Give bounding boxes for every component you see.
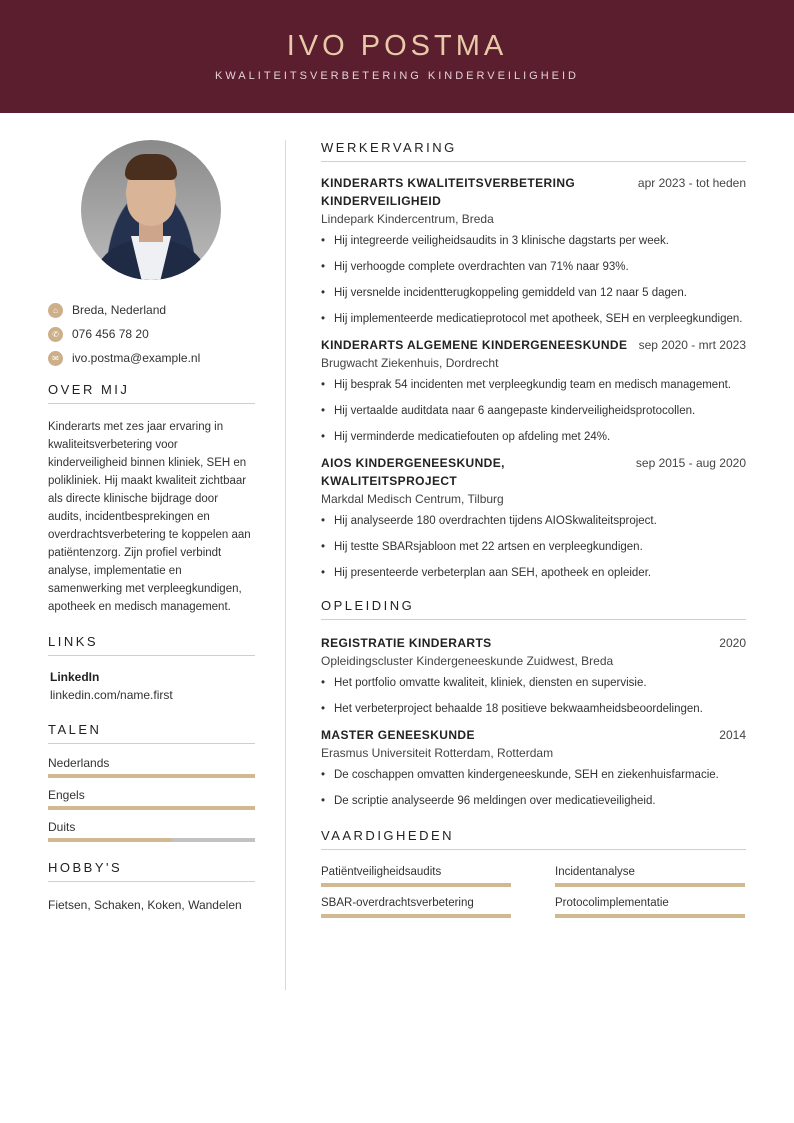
email-text: ivo.postma@example.nl	[72, 351, 201, 365]
education-org: Erasmus Universiteit Rotterdam, Rotterdam	[321, 746, 554, 760]
education-section	[321, 598, 746, 810]
bullet-item: • Hij testte SBARsjabloon met 22 artsen en verpleegkundigen.	[321, 538, 746, 556]
phone-icon: ✆	[48, 327, 63, 342]
bullet-item: • De coschappen omvatten kindergeneeskunde, SEH en ziekenhuisfarmacie.	[321, 766, 746, 784]
job-bullets	[321, 232, 746, 328]
education-date: 2014	[719, 728, 746, 742]
job-bullets	[321, 512, 746, 582]
person-title: KWALITEITSVERBETERING KINDERVEILIGHEID	[215, 70, 579, 82]
bullet-item: • Hij verminderde medicatiefouten op afdeling met 24%.	[321, 428, 746, 446]
language-item	[48, 756, 255, 778]
main-content	[321, 140, 746, 930]
experience-title: WERKERVARING	[321, 140, 746, 162]
skill-item	[555, 897, 745, 918]
skill-bar	[555, 883, 745, 887]
link-url[interactable]: linkedin.com/name.first	[50, 688, 173, 702]
mail-icon: ✉	[48, 351, 63, 366]
education-bullets	[321, 674, 746, 718]
hobbies-title: HOBBY'S	[48, 860, 255, 882]
link-label: LinkedIn	[50, 670, 100, 684]
sidebar	[48, 140, 255, 912]
skill-name: Protocolimplementatie	[555, 897, 669, 909]
skills-grid	[321, 866, 746, 918]
skills-title: VAARDIGHEDEN	[321, 828, 746, 850]
education-title-text: MASTER GENEESKUNDE	[321, 728, 475, 742]
language-level-bar	[48, 806, 255, 810]
links-section	[48, 634, 255, 702]
job-date: sep 2020 - mrt 2023	[638, 338, 746, 352]
job-entry	[321, 336, 746, 446]
job-entry	[321, 454, 746, 582]
link-linkedin[interactable]	[48, 670, 255, 702]
language-name: Duits	[48, 820, 76, 834]
contact-location	[48, 298, 255, 322]
languages-section	[48, 722, 255, 842]
education-title: OPLEIDING	[321, 598, 746, 620]
about-text: Kinderarts met zes jaar ervaring in kwaliteitsverbetering voor kinderveiligheid binnen kliniek, SEH en polikliniek. Hij maakt kwaliteit zichtbaar als directe klinische bijdrage door audits, incidentbesprekingen en overdrachtsverbetering te koppelen aan patiëntenzorg. Zijn profiel verbindt analyse, implementatie en samenwerking met verpleegkundigen, apotheek en medisch management.	[48, 421, 251, 613]
column-divider	[285, 140, 286, 990]
job-org: Markdal Medisch Centrum, Tilburg	[321, 492, 504, 506]
job-title: KINDERARTS KWALITEITSVERBETERING KINDERVEILIGHEID	[321, 176, 576, 208]
contact-phone	[48, 322, 255, 346]
bullet-item: • Hij verhoogde complete overdrachten van 71% naar 93%.	[321, 258, 746, 276]
language-item	[48, 820, 255, 842]
language-level-bar	[48, 838, 255, 842]
skill-bar	[321, 914, 511, 918]
contact-list	[48, 298, 255, 370]
job-date: sep 2015 - aug 2020	[635, 456, 746, 470]
hobbies-text: Fietsen, Schaken, Koken, Wandelen	[48, 898, 242, 912]
phone-text: 076 456 78 20	[72, 327, 149, 341]
skills-section	[321, 828, 746, 918]
job-org: Brugwacht Ziekenhuis, Dordrecht	[321, 356, 499, 370]
education-title-text: REGISTRATIE KINDERARTS	[321, 636, 492, 650]
bullet-item: • Hij vertaalde auditdata naar 6 aangepaste kinderveiligheidsprotocollen.	[321, 402, 746, 420]
skill-name: Incidentanalyse	[555, 866, 635, 878]
job-org: Lindepark Kindercentrum, Breda	[321, 212, 494, 226]
home-icon: ⌂	[48, 303, 63, 318]
languages-title: TALEN	[48, 722, 255, 744]
bullet-item: • Hij versnelde incidentterugkoppeling gemiddeld van 12 naar 5 dagen.	[321, 284, 746, 302]
language-list	[48, 756, 255, 842]
education-entry	[321, 634, 746, 718]
skill-item	[321, 897, 511, 918]
skill-item	[321, 866, 511, 887]
language-item	[48, 788, 255, 810]
skill-name: SBAR-overdrachtsverbetering	[321, 897, 474, 909]
person-name: IVO POSTMA	[286, 30, 508, 62]
job-bullets	[321, 376, 746, 446]
links-title: LINKS	[48, 634, 255, 656]
education-entry	[321, 726, 746, 810]
skill-bar	[555, 914, 745, 918]
profile-photo	[81, 140, 221, 280]
bullet-item: • Hij analyseerde 180 overdrachten tijdens AIOSkwaliteitsproject.	[321, 512, 746, 530]
education-org: Opleidingscluster Kindergeneeskunde Zuidwest, Breda	[321, 654, 614, 668]
job-entry	[321, 174, 746, 328]
language-level-fill	[48, 774, 255, 778]
bullet-item: • Het portfolio omvatte kwaliteit, kliniek, diensten en supervisie.	[321, 674, 746, 692]
skill-item	[555, 866, 745, 887]
job-title: KINDERARTS ALGEMENE KINDERGENEESKUNDE	[321, 338, 628, 352]
location-text: Breda, Nederland	[72, 303, 167, 317]
education-bullets	[321, 766, 746, 810]
bullet-item: • Het verbeterproject behaalde 18 positieve bekwaamheidsbeoordelingen.	[321, 700, 746, 718]
language-level-fill	[48, 838, 172, 842]
about-section	[48, 382, 255, 616]
header-banner	[0, 0, 794, 113]
bullet-item: • Hij presenteerde verbeterplan aan SEH, apotheek en opleider.	[321, 564, 746, 582]
language-level-fill	[48, 806, 255, 810]
language-name: Engels	[48, 788, 85, 802]
about-title: OVER MIJ	[48, 382, 255, 404]
hobbies-section	[48, 860, 255, 912]
language-name: Nederlands	[48, 756, 110, 770]
language-level-bar	[48, 774, 255, 778]
contact-email	[48, 346, 255, 370]
job-date: apr 2023 - tot heden	[637, 176, 746, 190]
job-title: AIOS KINDERGENEESKUNDE, KWALITEITSPROJECT	[321, 456, 505, 488]
skill-bar	[321, 883, 511, 887]
experience-section	[321, 140, 746, 582]
skill-name: Patiëntveiligheidsaudits	[321, 866, 442, 878]
bullet-item: • Hij besprak 54 incidenten met verpleegkundig team en medisch management.	[321, 376, 746, 394]
education-date: 2020	[719, 636, 746, 650]
bullet-item: • Hij integreerde veiligheidsaudits in 3 klinische dagstarts per week.	[321, 232, 746, 250]
bullet-item: • Hij implementeerde medicatieprotocol met apotheek, SEH en verpleegkundigen.	[321, 310, 746, 328]
bullet-item: • De scriptie analyseerde 96 meldingen over medicatieveiligheid.	[321, 792, 746, 810]
